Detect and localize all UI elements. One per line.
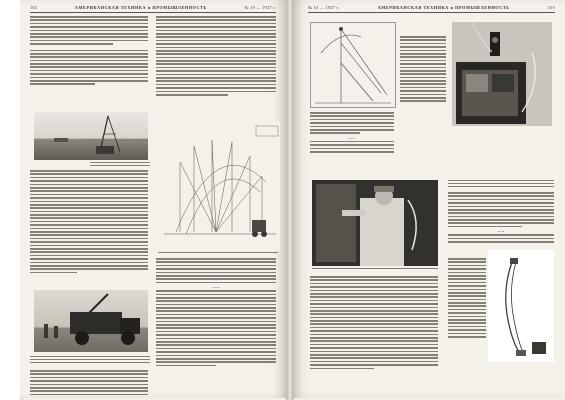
right-col-narrow-text: [400, 36, 446, 104]
left-running-title: АМЕРИКАНСКАЯ ТЕХНИКА и ПРОМЫШЛЕННОСТЬ: [74, 4, 207, 10]
truck-caption: [30, 356, 150, 364]
right-col-text-top: [156, 16, 276, 97]
right-page-number: 103: [547, 4, 555, 10]
magazine-spread: [20, 0, 565, 400]
left-page: [20, 0, 288, 398]
telephone-box-photo: [452, 22, 552, 126]
left-col-text-bottom: [30, 370, 148, 397]
right-running-title: АМЕРИКАНСКАЯ ТЕХНИКА и ПРОМЫШЛЕННОСТЬ: [377, 4, 510, 10]
left-header-rule: [30, 12, 276, 13]
worker-with-equipment-photo: [312, 180, 438, 266]
right-page-header: [308, 3, 555, 11]
truck-photo: [34, 290, 148, 352]
left-issue: № 10 — 1927 г.: [244, 4, 276, 10]
cable-device-photo: [488, 250, 554, 362]
boom-arc-diagram: [156, 122, 280, 250]
left-page-number: 102: [30, 4, 38, 10]
right-page-cable-text: [448, 258, 486, 339]
right-page-right-col-text: • • •: [448, 180, 554, 244]
diagram-caption: [158, 252, 278, 255]
tower-diagram: [310, 22, 396, 108]
left-col-text-top: [30, 16, 148, 87]
right-issue: № 10 — 1927 г.: [308, 4, 340, 10]
left-col-text-mid: [30, 170, 148, 275]
right-header-rule: [308, 12, 555, 13]
crane-caption: [90, 162, 150, 168]
crane-photo: [34, 112, 148, 160]
worker-caption: [312, 268, 438, 271]
right-col-text-bottom: • • •: [156, 258, 276, 368]
right-page: [292, 0, 565, 398]
left-page-header: [30, 3, 276, 11]
right-page-left-col-text: [310, 276, 438, 371]
left-col-text-upper: • • •: [310, 112, 394, 154]
